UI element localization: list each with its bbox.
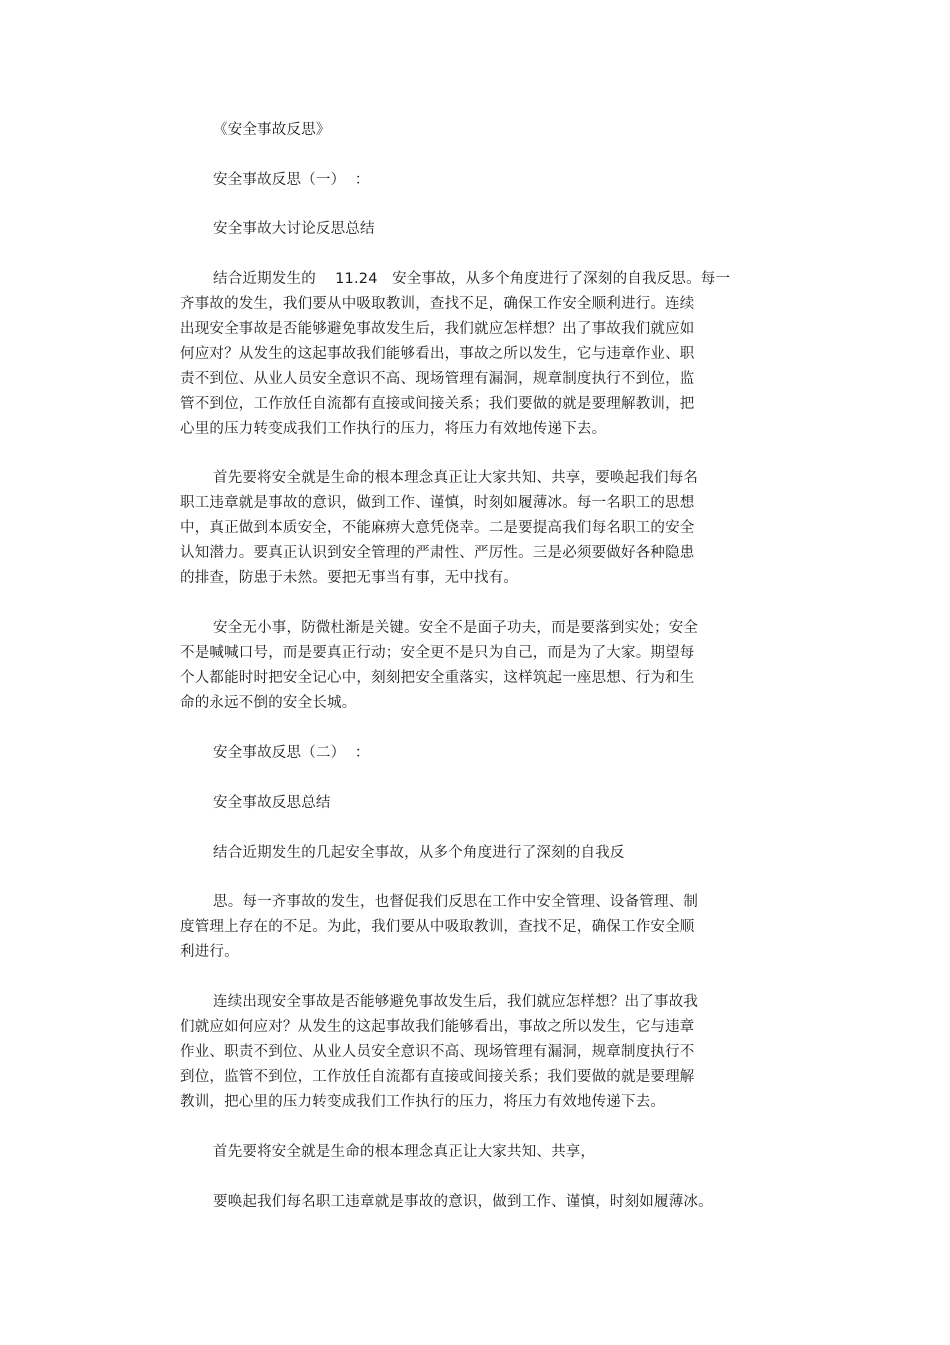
paragraph-line: 教训，把心里的压力转变成我们工作执行的压力，将压力有效地传递下去。 (180, 1094, 666, 1110)
paragraph-line: 中，真正做到本质安全，不能麻痹大意凭侥幸。二是要提高我们每名职工的安全 (180, 520, 695, 536)
document-title: 《安全事故反思》 (213, 122, 331, 138)
paragraph-line: 责不到位、从业人员安全意识不高、现场管理有漏洞，规章制度执行不到位，监 (180, 371, 695, 387)
paragraph-line: 出现安全事故是否能够避免事故发生后，我们就应怎样想？出了事故我们就应如 (180, 321, 695, 337)
section-subheading: 安全事故大讨论反思总结 (213, 221, 375, 237)
section-heading: 安全事故反思（二） ： (213, 745, 370, 761)
paragraph-line: 们就应如何应对？从发生的这起事故我们能够看出，事故之所以发生，它与违章 (180, 1019, 695, 1035)
paragraph-line: 不是喊喊口号，而是要真正行动；安全更不是只为自己，而是为了大家。期望每 (180, 645, 695, 661)
paragraph-line: 作业、职责不到位、从业人员安全意识不高、现场管理有漏洞，规章制度执行不 (180, 1044, 695, 1060)
section-subheading: 安全事故反思总结 (213, 795, 331, 811)
paragraph-line: 思。每一齐事故的发生，也督促我们反思在工作中安全管理、设备管理、制 (213, 894, 699, 910)
paragraph-line: 首先要将安全就是生命的根本理念真正让大家共知、共享，要唤起我们每名 (213, 470, 699, 486)
paragraph-line: 职工违章就是事故的意识，做到工作、谨慎，时刻如履薄冰。每一名职工的思想 (180, 495, 695, 511)
paragraph-line: 利进行。 (180, 944, 239, 960)
paragraph-line: 管不到位，工作放任自流都有直接或间接关系；我们要做的就是要理解教训，把 (180, 396, 695, 412)
paragraph-line: 安全无小事，防微杜渐是关键。安全不是面子功夫，而是要落到实处；安全 (213, 620, 699, 636)
paragraph-line: 首先要将安全就是生命的根本理念真正让大家共知、共享， (213, 1144, 596, 1160)
paragraph-line: 命的永远不倒的安全长城。 (180, 695, 357, 711)
paragraph-line: 度管理上存在的不足。为此，我们要从中吸取教训，查找不足，确保工作安全顺 (180, 919, 695, 935)
paragraph-line: 结合近期发生的 11.24 安全事故，从多个角度进行了深刻的自我反思。每一 (213, 271, 731, 287)
paragraph-line: 的排查，防患于未然。要把无事当有事，无中找有。 (180, 570, 519, 586)
paragraph-line: 到位，监管不到位，工作放任自流都有直接或间接关系；我们要做的就是要理解 (180, 1069, 695, 1085)
paragraph-line: 齐事故的发生，我们要从中吸取教训，查找不足，确保工作安全顺利进行。连续 (180, 296, 695, 312)
section-heading: 安全事故反思（一） ： (213, 172, 370, 188)
paragraph-line: 何应对？从发生的这起事故我们能够看出，事故之所以发生，它与违章作业、职 (180, 346, 695, 362)
paragraph-line: 认知潜力。要真正认识到安全管理的严肃性、严厉性。三是必须要做好各种隐患 (180, 545, 695, 561)
paragraph-line: 要唤起我们每名职工违章就是事故的意识，做到工作、谨慎，时刻如履薄冰。 (213, 1194, 713, 1210)
paragraph-line: 心里的压力转变成我们工作执行的压力，将压力有效地传递下去。 (180, 421, 607, 437)
paragraph-line: 结合近期发生的几起安全事故，从多个角度进行了深刻的自我反 (213, 845, 625, 861)
paragraph-line: 连续出现安全事故是否能够避免事故发生后，我们就应怎样想？出了事故我 (213, 994, 699, 1010)
paragraph-line: 个人都能时时把安全记心中，刻刻把安全重落实，这样筑起一座思想、行为和生 (180, 670, 695, 686)
